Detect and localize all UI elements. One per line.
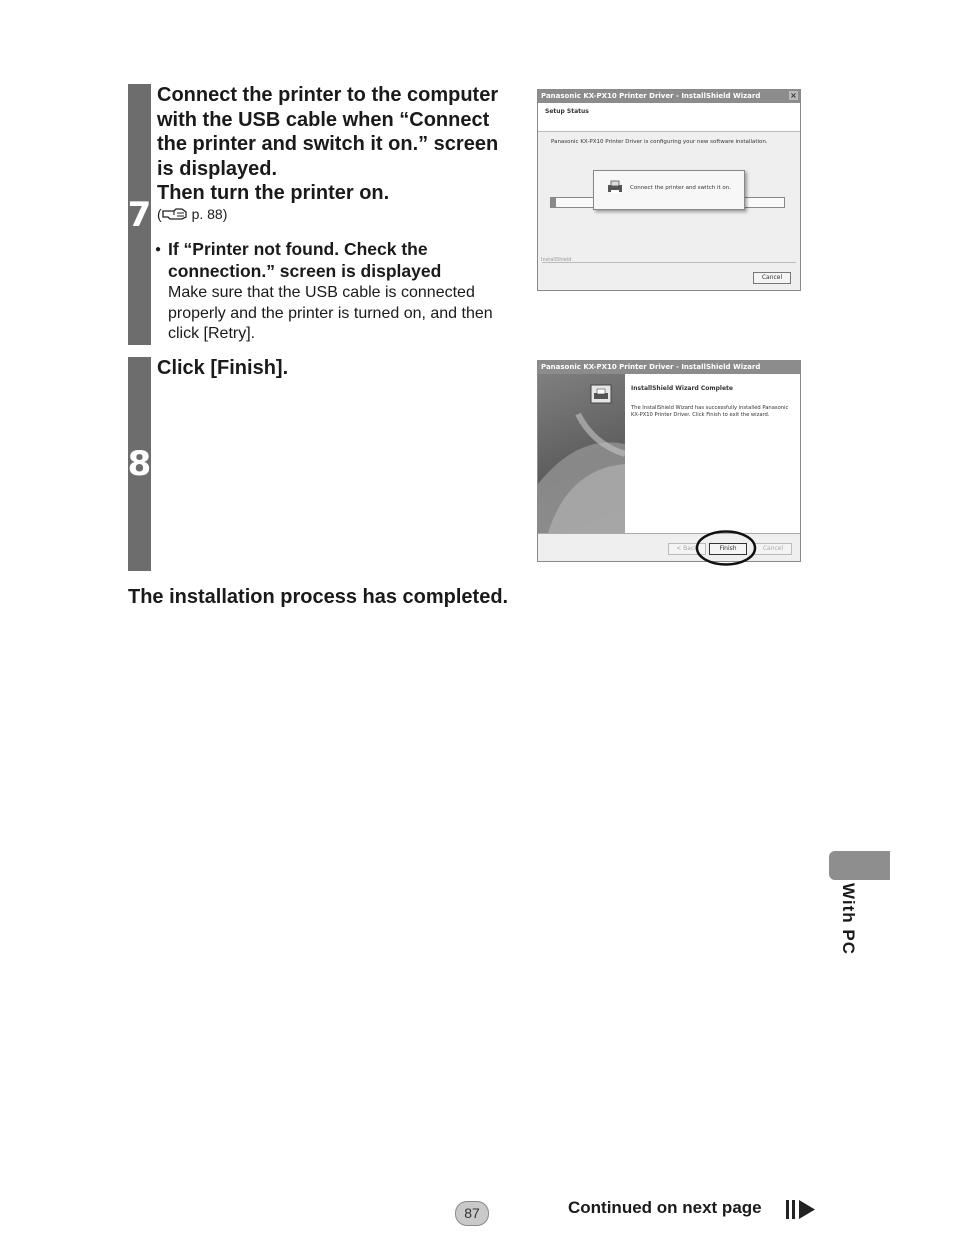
step-7-heading-line: Connect the printer to the computer bbox=[157, 84, 499, 106]
wizard-title: Panasonic KX-PX10 Printer Driver - InstallShield Wizard bbox=[541, 363, 761, 371]
side-tab-label: With PC bbox=[839, 883, 858, 956]
footer-divider bbox=[542, 262, 796, 263]
step-7-heading bbox=[157, 83, 527, 206]
wizard-complete-line: The InstallShield Wizard has successfully installed Panasonic bbox=[631, 405, 789, 411]
step-7-note-body bbox=[168, 283, 528, 345]
side-tab-marker bbox=[829, 851, 890, 880]
reference-open-paren: ( bbox=[157, 206, 162, 222]
cancel-button[interactable]: Cancel bbox=[753, 272, 791, 284]
wizard-title: Panasonic KX-PX10 Printer Driver - InstallShield Wizard bbox=[541, 92, 761, 100]
wizard-side-banner bbox=[538, 374, 625, 533]
step-7-page-reference[interactable] bbox=[157, 205, 227, 223]
reference-page-text: p. 88) bbox=[191, 206, 228, 222]
progress-bar-fill bbox=[551, 198, 556, 207]
printer-icon bbox=[590, 384, 612, 404]
wizard-complete-title: InstallShield Wizard Complete bbox=[631, 385, 733, 392]
setup-status-label: Setup Status bbox=[545, 108, 589, 115]
note-title-line: connection.” screen is displayed bbox=[168, 261, 442, 281]
step-8-number: 8 bbox=[128, 357, 151, 571]
wizard-header bbox=[538, 103, 800, 132]
finish-highlight-circle-icon bbox=[694, 528, 758, 568]
close-icon[interactable]: × bbox=[790, 91, 797, 100]
page-number: 87 bbox=[455, 1201, 489, 1226]
step-7-heading-line: the printer and switch it on.” screen bbox=[157, 133, 499, 156]
wizard-title-bar bbox=[538, 361, 800, 374]
step-7-heading-line: is displayed. bbox=[157, 157, 278, 180]
connect-printer-popup bbox=[593, 170, 745, 210]
wizard-title-bar bbox=[538, 90, 800, 103]
wizard-complete-screenshot bbox=[537, 360, 801, 562]
footer-divider bbox=[538, 533, 800, 534]
step-7-heading-line: with the USB cable when “Connect bbox=[157, 108, 490, 131]
setup-status-screenshot bbox=[537, 89, 801, 291]
printer-icon bbox=[607, 180, 623, 194]
note-body-line: properly and the printer is turned on, and then bbox=[168, 304, 493, 322]
step-8-heading: Click [Finish]. bbox=[157, 357, 289, 379]
finish-button[interactable]: Finish bbox=[709, 543, 747, 555]
note-body-line: click [Retry]. bbox=[168, 325, 256, 342]
step-7-note-title bbox=[168, 238, 528, 282]
bullet-icon: ● bbox=[155, 244, 162, 255]
popup-message: Connect the printer and switch it on. bbox=[630, 185, 732, 191]
note-title-line: If “Printer not found. Check the bbox=[168, 239, 428, 259]
continue-arrow-icon bbox=[785, 1199, 816, 1220]
installshield-label: InstallShield bbox=[541, 257, 572, 263]
pointing-hand-icon bbox=[162, 207, 188, 221]
configuring-status-text: Panasonic KX-PX10 Printer Driver is configuring your new software installation. bbox=[551, 139, 768, 145]
wizard-complete-line: KX-PX10 Printer Driver. Click Finish to exit the wizard. bbox=[631, 412, 770, 418]
back-button[interactable]: < Back bbox=[668, 543, 706, 555]
wizard-content bbox=[625, 374, 800, 533]
continued-label: Continued on next page bbox=[568, 1198, 762, 1217]
note-body-line: Make sure that the USB cable is connected bbox=[168, 284, 475, 301]
step-7-number: 7 bbox=[128, 84, 151, 345]
cancel-button[interactable]: Cancel bbox=[754, 543, 792, 555]
completion-message: The installation process has completed. bbox=[128, 586, 509, 608]
step-7-heading-line: Then turn the printer on. bbox=[157, 182, 390, 205]
